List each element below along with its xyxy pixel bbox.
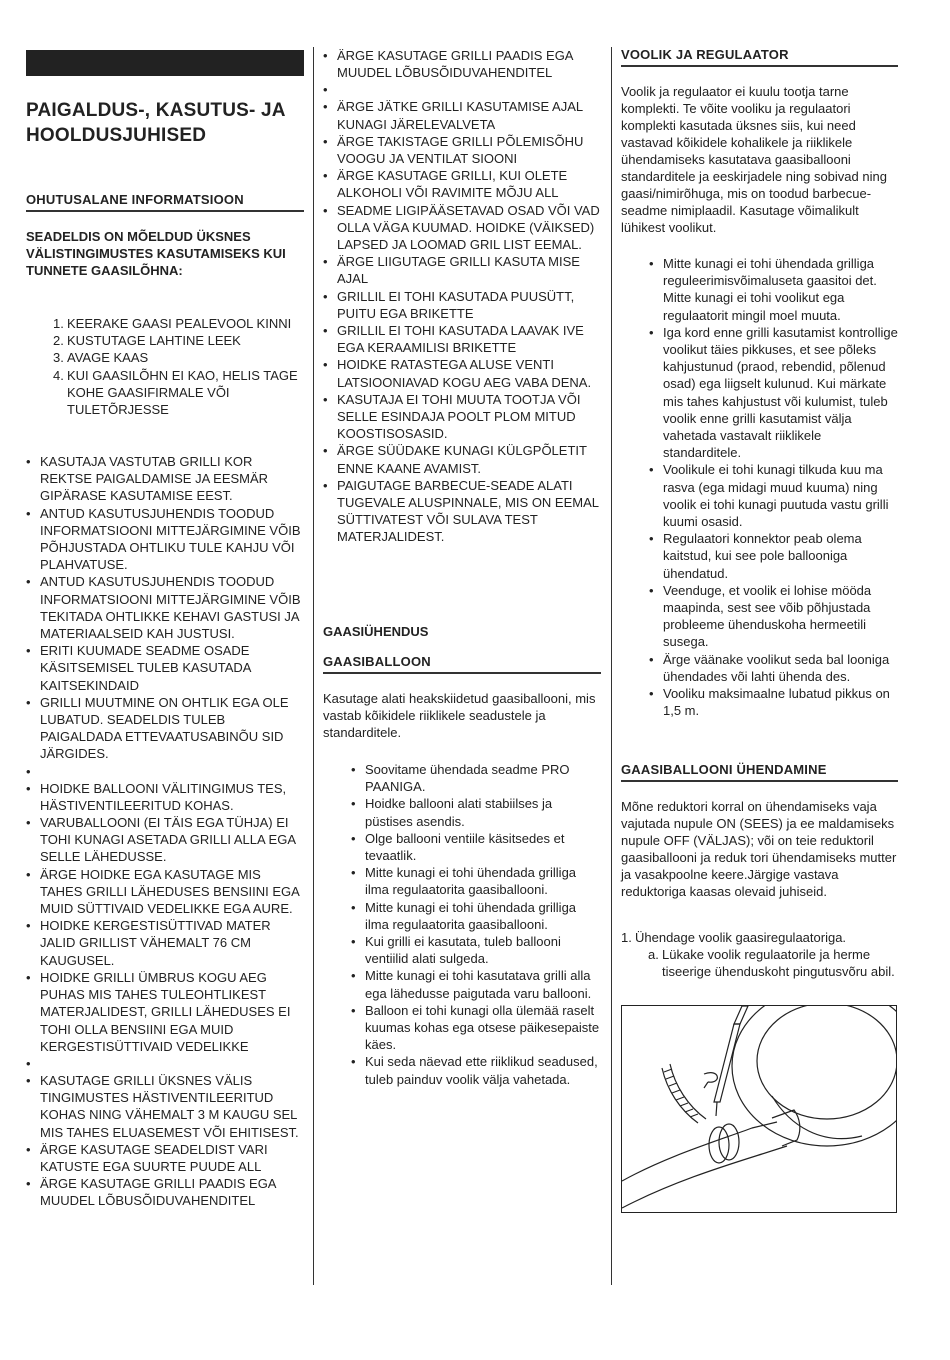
page-title: PAIGALDUS-, KASUTUS- JA HOOLDUSJUHISED	[26, 100, 285, 146]
list-item: • GRILLIL EI TOHI KASUTADA PUUSÜTT, PUITU EGA BRIKETTE	[323, 288, 601, 322]
list-item: • HOIDKE RATASTEGA ALUSE VENTI LATSIOONIAVAD KOGU AEG VABA DENA.	[323, 356, 601, 390]
list-item: • ÄRGE TAKISTAGE GRILLI PÕLEMISÕHU VOOGU JA VENTILAT SIOONI	[323, 133, 601, 167]
gas-connection-heading: GAASIÜHENDUS	[323, 624, 429, 639]
gas-smell-heading: SEADELDIS ON MÕELDUD ÜKSNES VÄLISTINGIMUSTES KASUTAMISEKS KUI TUNNETE GAASILÕHNA:	[26, 229, 286, 278]
list-item: • ÄRGE HOIDKE EGA KASUTAGE MIS TAHES GRILLI LÄHEDUSES BENSIINI EGA MUID SÜTTIVAID VEDELIKKE EGA AURE.	[26, 866, 304, 918]
list-item: • Balloon ei tohi kunagi olla ülemää raselt kuumas kohas ega otsese päikesepaiste käes.	[351, 1002, 601, 1054]
list-item: • ÄRGE SÜÜDAKE KUNAGI KÜLGPÕLETIT ENNE KAANE AVAMIST.	[323, 442, 601, 476]
list-item: 3. AVAGE KAAS	[53, 350, 149, 366]
list-item: • Olge ballooni ventiile käsitsedes et tevaatlik.	[351, 830, 601, 864]
gas-cylinder-bullets	[351, 761, 601, 1088]
list-item: • ÄRGE KASUTAGE SEADELDIST VARI KATUSTE EGA SUURTE PUUDE ALL	[26, 1141, 304, 1175]
list-item: • ÄRGE KASUTAGE GRILLI, KUI OLETE ALKOHOLI VÕI RAVIMITE MÕJU ALL	[323, 167, 601, 201]
list-item: • ÄRGE JÄTKE GRILLI KASUTAMISE AJAL KUNAGI JÄRELEVALVETA	[323, 98, 601, 132]
list-item: • HOIDKE KERGESTISÜTTIVAD MATER JALID GRILLIST VÄHEMALT 76 CM KAUGUSEL.	[26, 917, 304, 969]
gas-cylinder-heading: GAASIBALLOON	[323, 654, 601, 674]
list-item: • GRILLIL EI TOHI KASUTADA LAAVAK IVE EGA KERAAMILISI BRIKETTE	[323, 322, 601, 356]
cylinder-connection-heading: GAASIBALLOONI ÜHENDAMINE	[621, 762, 898, 782]
cylinder-connection-intro: Mõne reduktori korral on ühendamiseks vaja vajutada nupule ON (SEES) ja ee maldamiseks nupule OFF (VÄLJAS); või on teie reduktoril gaasiballooni ja reduk tori ühendamiseks mutter ja vasakpoolne keere.Järgige vastava reduktoriga kaasas olevaid juhiseid.	[621, 799, 897, 899]
list-item: • VARUBALLOONI (EI TÄIS EGA TÜHJA) EI TOHI KUNAGI ASETADA GRILLI ALLA EGA SELLE LÄHEDUSSE.	[26, 814, 304, 866]
list-item: • Regulaatori konnektor peab olema kaitstud, kui see pole ballooniga ühendatud.	[649, 530, 898, 582]
list-item: • ERITI KUUMADE SEADME OSADE KÄSITSEMISEL TULEB KASUTADA KAITSEKINDAID	[26, 642, 304, 694]
list-item: a. Lükake voolik regulaatorile ja herme tiseerige ühenduskoht pingutusvõru abil.	[648, 947, 895, 980]
column-divider	[313, 47, 314, 1285]
list-item: • Iga kord enne grilli kasutamist kontrollige voolikut täies pikkuses, et see põleks kahjustunud (praod, rebendid, põlenud osad) ega liigselt kulunud. Kui märkate mis tahes kahjustust või kulumist, tuleb voolik enne grilli kasutamist välja vahetada vastavalt riiklikele standarditele.	[649, 324, 898, 462]
list-item: • HOIDKE GRILLI ÜMBRUS KOGU AEG PUHAS MIS TAHES TULEOHTLIKEST MATERJALIDEST, GRILLI LÄHEDUSES EI TOHI OLLA BENSIINI EGA MUID KERGESTISÜTTIVAID VEDELIKKE	[26, 969, 304, 1055]
column-divider	[611, 47, 612, 1285]
list-item: • KASUTAJA VASTUTAB GRILLI KOR REKTSE PAIGALDAMISE JA EESMÄR GIPÄRASE KASUTAMISE EEST.	[26, 453, 304, 505]
list-item: • Voolikule ei tohi kunagi tilkuda kuu ma rasva (ega midagi muud kuuma) ning voolik ei tohi kunagi puutuda vastu grilli kuumi osasid.	[649, 461, 898, 530]
list-item: • ANTUD KASUTUSJUHENDIS TOODUD INFORMATSIOONI MITTEJÄRGIMINE VÕIB PÕHJUSTADA OHTLIKU TULE KAHJU VÕI PLAHVATUSE.	[26, 505, 304, 574]
list-item: • ÄRGE KASUTAGE GRILLI PAADIS EGA MUUDEL LÕBUSÕIDUVAHENDITEL	[323, 47, 601, 81]
connection-steps	[621, 929, 898, 946]
list-spacer	[26, 1055, 304, 1072]
hose-regulator-intro: Voolik ja regulaator ei kuulu tootja tarne komplekti. Te võite vooliku ja regulaatori komplekti kasutada üksnes siis, kui need vastavad kõikidele kohalikele ja riiklikele ühendamiseks kasutatava gaasiballooni standarditele ja eeskirjadele ning sobivad ning gaasi/nimirõhuga, mis on toodud barbecue-seadme nimiplaadil. Kasutage võimalikult lühikest voolikut.	[621, 84, 887, 235]
list-item: • Mitte kunagi ei tohi ühendada grilliga reguleerimisvõimaluseta gaasitoi det. Mitte kunagi ei tohi voolikut ega regulaatorit mingil moel muuta.	[649, 255, 898, 324]
hose-clamp-drawing	[622, 1006, 896, 1212]
list-item: • HOIDKE BALLOONI VÄLITINGIMUS TES, HÄSTIVENTILEERITUD KOHAS.	[26, 780, 304, 814]
list-item: • Vooliku maksimaalne lubatud pikkus on 1,5 m.	[649, 685, 898, 719]
list-item: • Veenduge, et voolik ei lohise mööda maapinda, sest see võib põhjustada probleeme ühenduskoha hermeetili susega.	[649, 582, 898, 651]
safety-bullets-continued	[323, 47, 601, 546]
header-bar	[26, 50, 304, 76]
list-item: • Mitte kunagi ei tohi kasutatava grilli alla ega lähedusse paigutada varu ballooni.	[351, 967, 601, 1001]
list-item: • Kui grilli ei kasutata, tuleb ballooni ventiilid alati sulgeda.	[351, 933, 601, 967]
gas-smell-steps	[53, 315, 304, 418]
safety-bullets-a	[26, 453, 304, 1210]
list-item: 1. KEERAKE GAASI PEALEVOOL KINNI	[53, 316, 292, 331]
list-item: • Mitte kunagi ei tohi ühendada grilliga ilma regulaatorita gaasiballooni.	[351, 864, 601, 898]
list-item: • Soovitame ühendada seadme PRO PAANIGA.	[351, 761, 601, 795]
list-item: 4. KUI GAASILÕHN EI KAO, HELIS TAGE KOHE GAASIFIRMALE VÕI TULETÕRJESSE	[53, 367, 298, 418]
list-item: • KASUTAGE GRILLI ÜKSNES VÄLIS TINGIMUSTES HÄSTIVENTILEERITUD KOHAS NING VÄHEMALT 3 M KAUGU SEL MIS TAHES ELUASEMEST VÕI EHITISEST.	[26, 1072, 304, 1141]
list-item: 2. KUSTUTAGE LAHTINE LEEK	[53, 333, 241, 349]
list-item: • Hoidke ballooni alati stabiilses ja püstises asendis.	[351, 795, 601, 829]
connection-substeps	[648, 946, 898, 980]
list-item: 1. Ühendage voolik gaasiregulaatoriga.	[621, 930, 847, 945]
list-item: • Kui seda näevad ette riiklikud seadused, tuleb painduv voolik välja vahetada.	[351, 1053, 601, 1087]
list-item: • Ärge väänake voolikut seda bal looniga ühendades või lahti ühenda des.	[649, 651, 898, 685]
list-item: • KASUTAJA EI TOHI MUUTA TOOTJA VÕI SELLE ESINDAJA POOLT PLOM MITUD KOOSTISOSASID.	[323, 391, 601, 443]
hose-bullets	[649, 255, 898, 719]
hose-regulator-heading: VOOLIK JA REGULAATOR	[621, 47, 898, 67]
gas-cylinder-intro: Kasutage alati heakskiidetud gaasiballooni, mis vastab kõikidele riiklikele seadustele ja standarditele.	[323, 691, 596, 740]
list-spacer	[323, 81, 601, 98]
list-item: • GRILLI MUUTMINE ON OHTLIK EGA OLE LUBATUD. SEADELDIS TULEB PAIGALDADA ETTEVAATUSABINÕU SID JÄRGIDES.	[26, 694, 304, 763]
list-item: • ÄRGE KASUTAGE GRILLI PAADIS EGA MUUDEL LÕBUSÕIDUVAHENDITEL	[26, 1175, 304, 1209]
list-item: • SEADME LIGIPÄÄSETAVAD OSAD VÕI VAD OLLA VÄGA KUUMAD. HOIDKE (VÄIKSED) LAPSED JA LOOMAD GRIL LIST EEMAL.	[323, 202, 601, 254]
list-item: • Mitte kunagi ei tohi ühendada grilliga ilma regulaatorita gaasiballooni.	[351, 899, 601, 933]
list-item: • ÄRGE LIIGUTAGE GRILLI KASUTA MISE AJAL	[323, 253, 601, 287]
hose-clamp-illustration	[621, 1005, 897, 1213]
list-item: • ANTUD KASUTUSJUHENDIS TOODUD INFORMATSIOONI MITTEJÄRGIMINE VÕIB TEKITADA OHTLIKKE KEHAVI GASTUSI JA MATERIAALSEID KAH JUSTUSI.	[26, 573, 304, 642]
list-spacer	[26, 763, 304, 780]
list-item: • PAIGUTAGE BARBECUE-SEADE ALATI TUGEVALE ALUSPINNALE, MIS ON EEMAL SÜTTIVATEST VÕI SULAVA TEST MATERJALIDEST.	[323, 477, 601, 546]
safety-info-heading: OHUTUSALANE INFORMATSIOON	[26, 192, 304, 212]
